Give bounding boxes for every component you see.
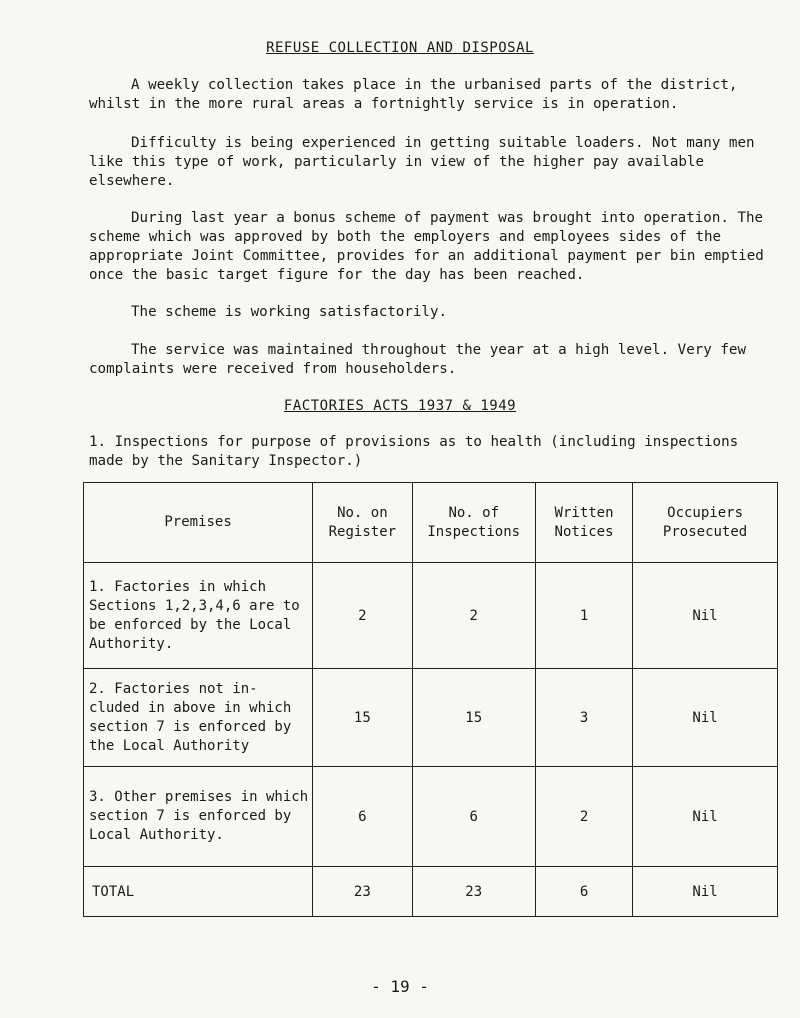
paragraph-scheme-working: The scheme is working satisfactorily.	[131, 304, 448, 320]
paragraph-weekly-collection: A weekly collection takes place in the urbanised parts of the district, whilst in the more rural areas a fortnightly service is in operation.	[89, 77, 738, 112]
table-total-row	[84, 867, 778, 917]
table-row	[84, 669, 778, 767]
row-notices: 2	[535, 767, 632, 867]
total-inspections: 23	[412, 867, 535, 917]
header-register-line2: Register	[328, 523, 397, 540]
header-register-line1: No. on	[337, 504, 388, 521]
row-register: 15	[313, 669, 412, 767]
factories-acts-heading: FACTORIES ACTS 1937 & 1949	[283, 398, 517, 414]
table-row	[84, 767, 778, 867]
refuse-collection-heading: REFUSE COLLECTION AND DISPOSAL	[266, 40, 534, 56]
header-notices-line1: Written	[554, 504, 614, 521]
header-written-notices	[535, 483, 632, 563]
row-premises: 1. Factories in which Sections 1,2,3,4,6 are to be enforced by the Local Authority.	[84, 563, 313, 669]
row-prosecuted: Nil	[633, 563, 778, 669]
header-prosecuted-line1: Occupiers	[667, 504, 743, 521]
row-prosecuted: Nil	[633, 669, 778, 767]
row-notices: 3	[535, 669, 632, 767]
row-register: 2	[313, 563, 412, 669]
row-premises: 2. Factories not in- cluded in above in which section 7 is enforced by the Local Authority	[84, 669, 313, 767]
page-number: - 19 -	[371, 977, 429, 996]
header-inspections-line2: Inspections	[427, 523, 521, 540]
header-register	[313, 483, 412, 563]
header-premises	[84, 483, 313, 563]
paragraph-loaders-difficulty: Difficulty is being experienced in getting suitable loaders. Not many men like this type of work, particularly in view of the higher pay available elsewhere.	[89, 135, 755, 189]
table-header-row	[84, 483, 778, 563]
total-label: TOTAL	[84, 867, 313, 917]
header-premises-label: Premises	[164, 514, 232, 530]
header-inspections	[412, 483, 535, 563]
header-prosecuted-line2: Prosecuted	[662, 523, 748, 540]
row-inspections: 2	[412, 563, 535, 669]
total-notices: 6	[535, 867, 632, 917]
header-inspections-line1: No. of	[448, 504, 500, 521]
paragraph-bonus-scheme: During last year a bonus scheme of payment was brought into operation. The scheme which was approved by both the employers and employees sides of the appropriate Joint Committee, provides for an additional payment per bin emptied once the basic target figure for the day has been reached.	[89, 210, 764, 283]
row-register: 6	[313, 767, 412, 867]
factories-inspection-table	[83, 482, 778, 917]
total-prosecuted: Nil	[633, 867, 778, 917]
row-inspections: 6	[412, 767, 535, 867]
header-occupiers-prosecuted	[633, 483, 778, 563]
table-row	[84, 563, 778, 669]
header-notices-line2: Notices	[554, 523, 614, 540]
row-notices: 1	[535, 563, 632, 669]
row-premises: 3. Other premises in which section 7 is enforced by Local Authority.	[84, 767, 313, 867]
total-register: 23	[313, 867, 412, 917]
paragraph-inspections-intro: 1. Inspections for purpose of provisions as to health (including inspections made by the Sanitary Inspector.)	[89, 434, 739, 469]
row-inspections: 15	[412, 669, 535, 767]
row-prosecuted: Nil	[633, 767, 778, 867]
paragraph-service-maintained: The service was maintained throughout the year at a high level. Very few complaints were received from householders.	[89, 342, 746, 377]
